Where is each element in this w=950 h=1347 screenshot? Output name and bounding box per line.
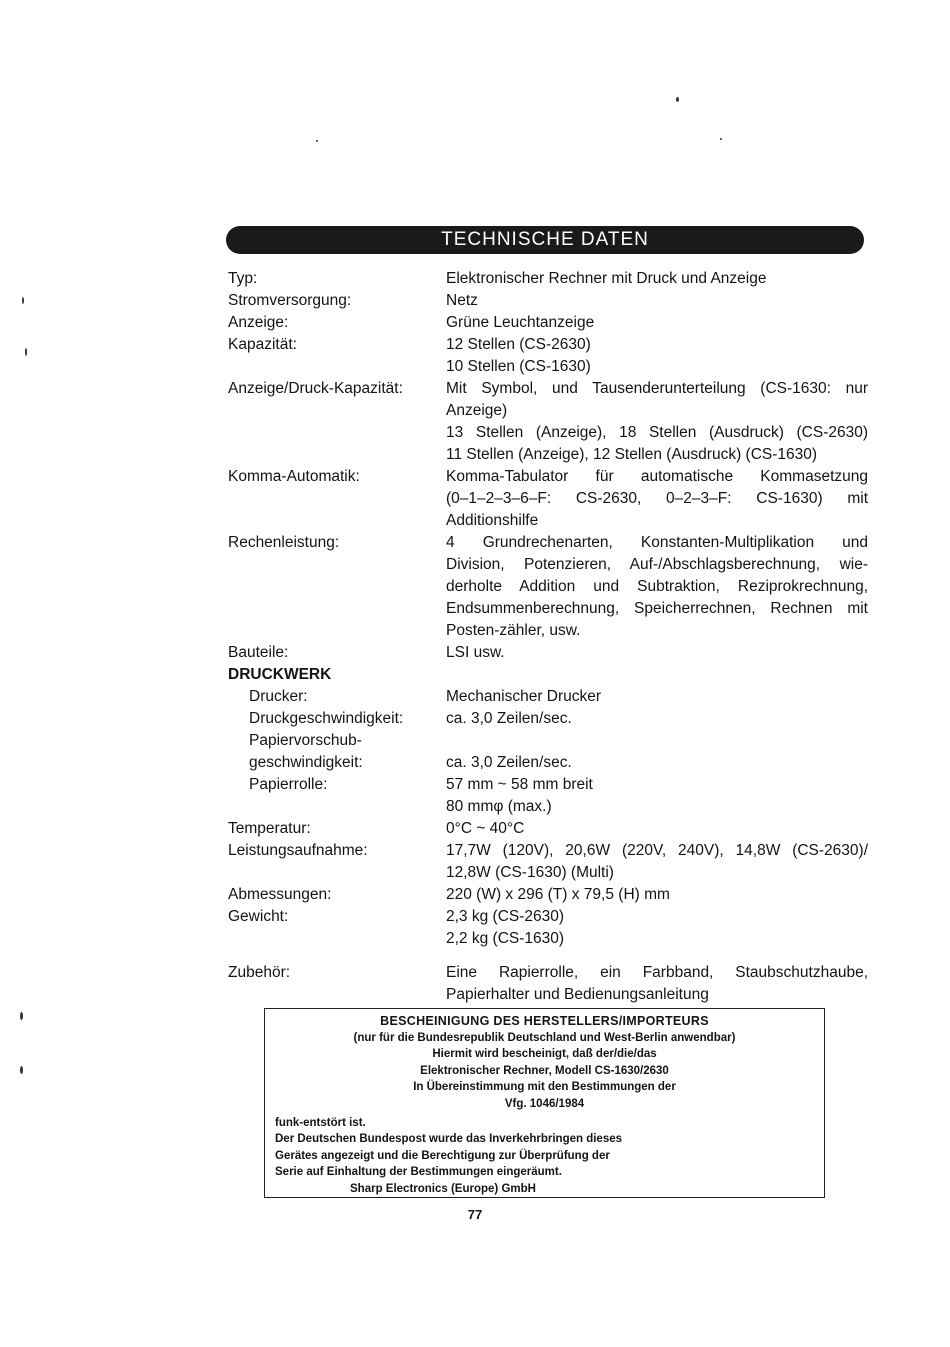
- spec-value: [446, 708, 868, 730]
- certificate-line: In Übereinstimmung mit den Bestimmungen der: [413, 1081, 676, 1094]
- certificate-title: BESCHEINIGUNG DES HERSTELLERS/IMPORTEURS: [380, 1014, 709, 1028]
- certificate-line: funk-entstört ist.: [275, 1116, 366, 1129]
- spec-value-line: Komma-Tabulator für automatische Kommasetzung: [446, 468, 868, 485]
- spec-label: Gewicht:: [228, 908, 289, 925]
- spec-row: [228, 774, 868, 818]
- spec-row: [228, 818, 868, 840]
- spec-row: [228, 884, 868, 906]
- spec-list-general: [228, 268, 868, 664]
- spec-value-line: ca. 3,0 Zeilen/sec.: [446, 754, 572, 771]
- section-title-bar: [226, 226, 864, 254]
- certificate-line: (nur für die Bundesrepublik Deutschland und West-Berlin anwendbar): [353, 1031, 736, 1044]
- spec-value: [446, 290, 868, 312]
- certificate-line: Der Deutschen Bundespost wurde das Inverkehrbringen dieses: [275, 1133, 623, 1146]
- spec-value: [446, 378, 868, 466]
- spec-row: [228, 752, 868, 774]
- spec-label: Kapazität:: [228, 336, 297, 353]
- spec-value-line: derholte Addition und Subtraktion, Reziprokrechnung,: [446, 578, 868, 595]
- spec-value-line: Eine Rapierrolle, ein Farbband, Staubschutzhaube,: [446, 964, 868, 981]
- spec-value-line: 2,3 kg (CS-2630): [446, 908, 565, 925]
- spec-value-line: 10 Stellen (CS-1630): [446, 358, 591, 375]
- spec-label: Papiervorschub-: [249, 732, 362, 749]
- spec-value-line: (0–1–2–3–6–F: CS-2630, 0–2–3–F: CS-1630) mit: [446, 490, 868, 507]
- spec-value-line: 80 mmφ (max.): [446, 798, 552, 815]
- spec-row: [228, 708, 868, 730]
- spec-row: [228, 334, 868, 378]
- scan-speck: [316, 140, 318, 142]
- spec-value-line: Anzeige): [446, 402, 508, 419]
- manufacturer-certificate: [264, 1008, 825, 1198]
- spec-value: [446, 906, 868, 950]
- spec-label: Papierrolle:: [249, 776, 328, 793]
- spec-value-line: Division, Potenzieren, Auf-/Abschlagsberechnung, wie-: [446, 556, 868, 573]
- spec-label: Anzeige/Druck-Kapazität:: [228, 380, 403, 397]
- scan-speck: [20, 1012, 23, 1020]
- spec-value: [446, 884, 868, 906]
- spec-label: Temperatur:: [228, 820, 311, 837]
- spec-value-line: Grüne Leuchtanzeige: [446, 314, 595, 331]
- spec-list-druckwerk: [228, 686, 868, 818]
- spec-label: geschwindigkeit:: [249, 754, 363, 771]
- spec-value-line: Mechanischer Drucker: [446, 688, 602, 705]
- spec-label: Komma-Automatik:: [228, 468, 360, 485]
- spec-value-line: Additionshilfe: [446, 512, 539, 529]
- scan-speck: [22, 297, 24, 304]
- spec-value: [446, 334, 868, 378]
- spec-row: [228, 532, 868, 642]
- scan-speck: [720, 138, 722, 140]
- spec-value-line: 0°C ~ 40°C: [446, 820, 525, 837]
- spec-label: Stromversorgung:: [228, 292, 352, 309]
- spec-label: Druckgeschwindigkeit:: [249, 710, 404, 727]
- spec-value-line: 17,7W (120V), 20,6W (220V, 240V), 14,8W (CS-2630)/: [446, 842, 868, 859]
- certificate-line: Elektronischer Rechner, Modell CS-1630/2630: [420, 1064, 669, 1077]
- spec-value-line: ca. 3,0 Zeilen/sec.: [446, 710, 572, 727]
- scan-speck: [25, 348, 27, 356]
- certificate-line: Hiermit wird bescheinigt, daß der/die/das: [432, 1048, 657, 1061]
- spec-value: [446, 840, 868, 884]
- spec-value: [446, 642, 868, 664]
- spec-value: [446, 774, 868, 818]
- spec-value-line: 4 Grundrechenarten, Konstanten-Multiplikation und: [446, 534, 868, 551]
- certificate-line: Gerätes angezeigt und die Berechtigung zur Überprüfung der: [275, 1149, 610, 1162]
- spec-value-line: 12 Stellen (CS-2630): [446, 336, 591, 353]
- scan-speck: [676, 97, 679, 102]
- spec-label: Zubehör:: [228, 964, 291, 981]
- spec-value: [446, 752, 868, 774]
- page-number: 77: [467, 1207, 483, 1222]
- spec-value-line: 220 (W) x 296 (T) x 79,5 (H) mm: [446, 886, 670, 903]
- spec-label: Typ:: [228, 270, 258, 287]
- spec-label: Bauteile:: [228, 644, 289, 661]
- spec-value-line: Elektronischer Rechner mit Druck und Anzeige: [446, 270, 767, 287]
- certificate-line: Serie auf Einhaltung der Bestimmungen eingeräumt.: [275, 1166, 562, 1179]
- certificate-signature: Sharp Electronics (Europe) GmbH: [350, 1182, 536, 1195]
- certificate-center-text: [265, 1009, 824, 1113]
- spec-value-line: 57 mm ~ 58 mm breit: [446, 776, 593, 793]
- certificate-left-text: [265, 1115, 824, 1198]
- spec-row: [228, 378, 868, 466]
- spec-value: [446, 268, 868, 290]
- spec-value-line: 13 Stellen (Anzeige), 18 Stellen (Ausdruck) (CS-2630): [446, 424, 868, 441]
- spec-row: [228, 642, 868, 664]
- spec-row: [228, 906, 868, 950]
- spec-row: [228, 312, 868, 334]
- scan-speck: [20, 1066, 23, 1074]
- spec-value: [446, 686, 868, 708]
- spec-value-line: 12,8W (CS-1630) (Multi): [446, 864, 614, 881]
- spec-value: [446, 312, 868, 334]
- spec-value-line: LSI usw.: [446, 644, 505, 661]
- certificate-line: Vfg. 1046/1984: [504, 1097, 585, 1110]
- spec-value-line: 11 Stellen (Anzeige), 12 Stellen (Ausdruck) (CS-1630): [446, 446, 818, 463]
- spec-value-line: Posten-zähler, usw.: [446, 622, 581, 639]
- spec-value: [446, 962, 868, 1006]
- section-title: TECHNISCHE DATEN: [425, 229, 665, 251]
- spec-value: [446, 532, 868, 642]
- spec-list-physical: [228, 818, 868, 1006]
- spec-row: [228, 268, 868, 290]
- spec-label: Rechenleistung:: [228, 534, 340, 551]
- druckwerk-heading: DRUCKWERK: [228, 666, 332, 683]
- spec-label: Anzeige:: [228, 314, 289, 331]
- spec-label: Drucker:: [249, 688, 308, 705]
- spec-label: Abmessungen:: [228, 886, 332, 903]
- spec-value-line: [446, 730, 868, 752]
- spec-value: [446, 818, 868, 840]
- spec-row: [228, 290, 868, 312]
- spec-table: [228, 268, 868, 1006]
- spec-value-line: Papierhalter und Bedienungsanleitung: [446, 986, 709, 1003]
- spec-row: [228, 686, 868, 708]
- spec-value-line: Netz: [446, 292, 478, 309]
- spec-label: Leistungsaufnahme:: [228, 842, 368, 859]
- spec-value-line: Endsummenberechnung, Speicherrechnen, Rechnen mit: [446, 600, 868, 617]
- spec-value: [446, 730, 868, 752]
- spec-row: [228, 730, 868, 752]
- spec-value-line: 2,2 kg (CS-1630): [446, 930, 565, 947]
- spec-row: [228, 466, 868, 532]
- spec-value: [446, 466, 868, 532]
- spec-row: [228, 962, 868, 1006]
- spec-value-line: Mit Symbol, und Tausenderunterteilung (CS-1630: nur: [446, 380, 868, 397]
- spec-row: [228, 840, 868, 884]
